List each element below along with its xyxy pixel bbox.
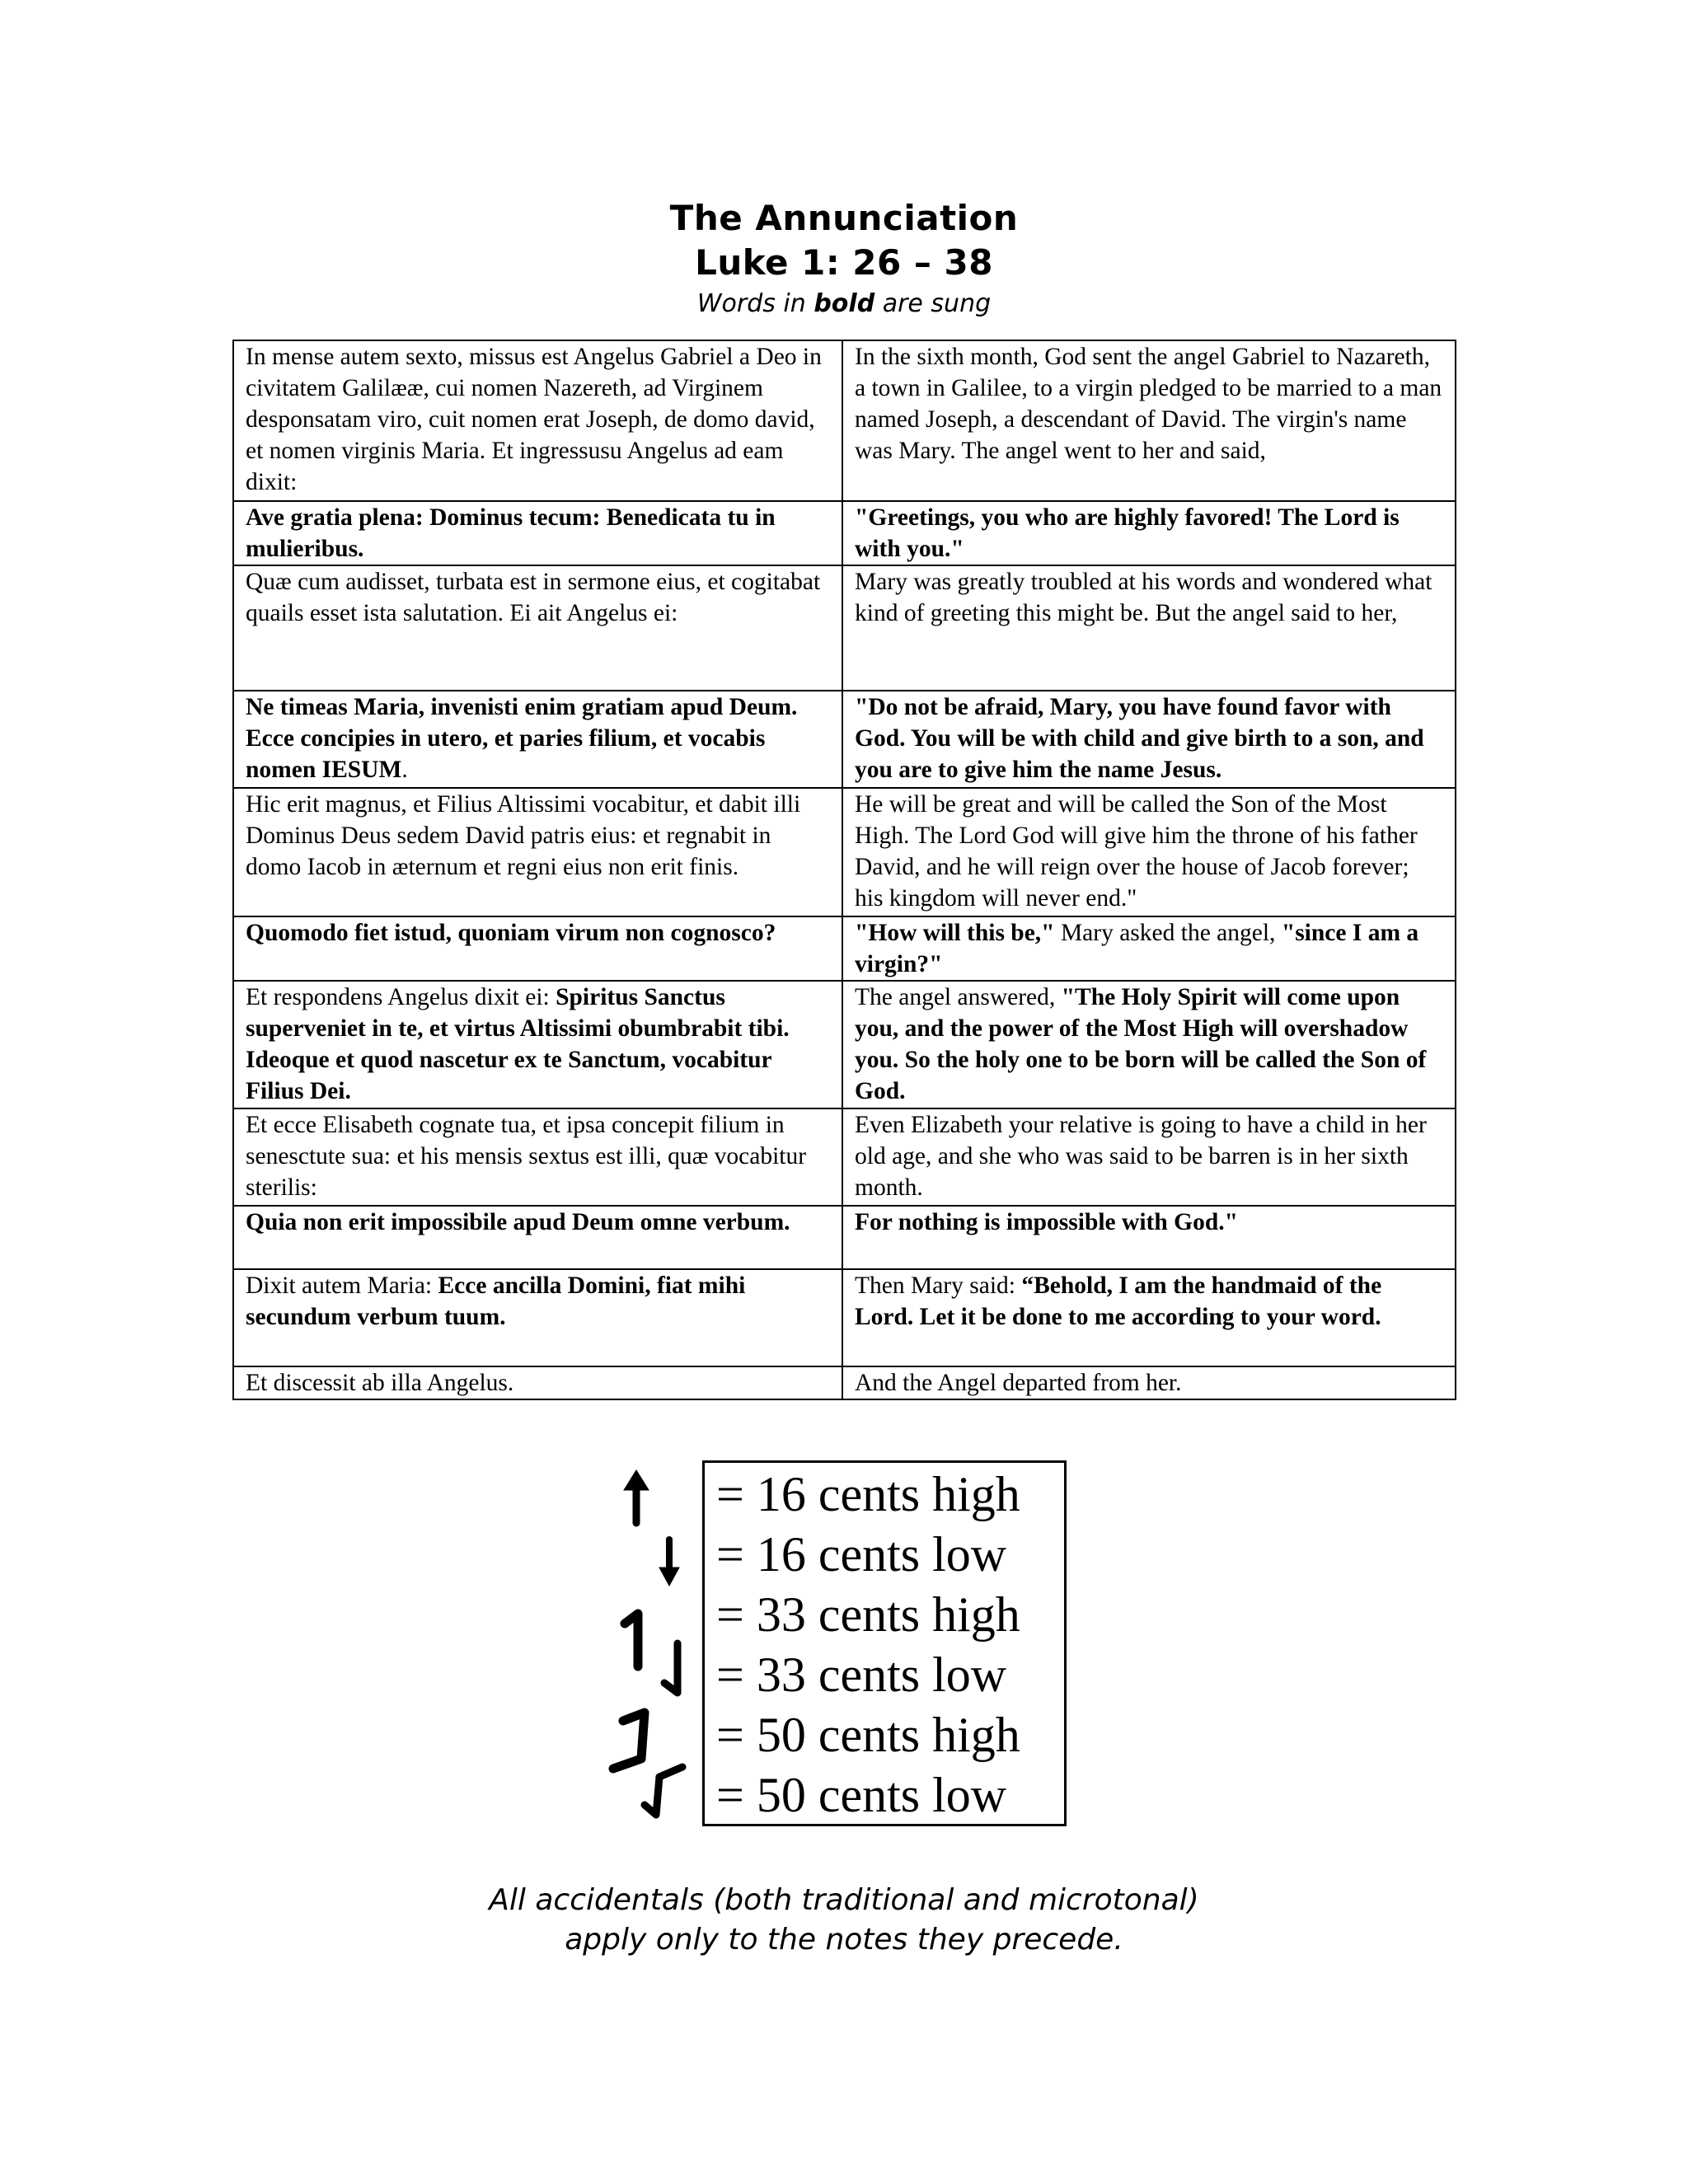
spoken-text: And the Angel departed from her. <box>855 1370 1182 1396</box>
footnote-line-1: All accidentals (both traditional and microtonal) <box>489 1883 1199 1917</box>
legend-label: = 50 cents high <box>716 1708 1020 1762</box>
english-cell <box>842 501 1456 565</box>
text-row <box>233 1108 1456 1206</box>
latin-cell <box>233 1206 842 1269</box>
latin-cell <box>233 340 842 501</box>
spoken-text: The angel answered, <box>855 984 1062 1010</box>
arrow-down-33-icon <box>664 1643 678 1693</box>
page-title: The Annunciation <box>669 198 1019 238</box>
spoken-text: Quæ cum audisset, turbata est in sermone eius, et cogitabat quails esset ista salutation. Ei ait Angelus ei: <box>246 569 821 626</box>
footnote <box>0 1881 1688 1960</box>
sung-text: “Behold, I am the handmaid of the Lord. Let it be done to me according to your word. <box>855 1272 1382 1330</box>
text-row <box>233 565 1456 691</box>
spoken-text: In the sixth month, God sent the angel Gabriel to Nazareth, a town in Galilee, to a virgin pledged to be married to a man named Joseph, a descendant of David. The virgin's name was Mary. The angel went to her and said, <box>855 344 1442 464</box>
spoken-text: In mense autem sexto, missus est Angelus Gabriel a Deo in civitatem Galilææ, cui nomen Nazereth, ad Virginem desponsatam viro, cuit nomen erat Joseph, de domo david, et nomen virginis Maria. Et ingressusu Angelus ad eam dixit: <box>246 344 822 495</box>
text-row <box>233 501 1456 565</box>
sung-text: "How will this be," <box>855 920 1055 946</box>
arrow-up-16-icon <box>624 1470 649 1523</box>
sung-text: Spiritus Sanctus superveniet in te, et virtus Altissimi obumbrabit tibi. Ideoque et quod nascetur ex te Sanctum, vocabitur Filius Dei. <box>246 984 790 1104</box>
latin-cell <box>233 501 842 565</box>
english-cell <box>842 691 1456 788</box>
arrow-down-16-icon <box>659 1540 679 1586</box>
text-row <box>233 788 1456 916</box>
spoken-text: Mary was greatly troubled at his words and wondered what kind of greeting this might be. But the angel said to her, <box>855 569 1432 626</box>
text-row <box>233 691 1456 788</box>
latin-cell <box>233 916 842 981</box>
english-cell <box>842 916 1456 981</box>
sung-note-bold: bold <box>814 289 875 318</box>
legend-arrows <box>602 1460 699 1831</box>
sung-text: "since I am a virgin?" <box>855 920 1419 977</box>
sung-text: "The Holy Spirit will come upon you, and the power of the Most High will overshadow you. So the holy one to be born will be called the Son of God. <box>855 984 1427 1104</box>
microtone-legend <box>602 1460 1071 1831</box>
spoken-text: Hic erit magnus, et Filius Altissimi vocabitur, et dabit illi Dominus Deus sedem David patris eius: et regnabit in domo Iacob in æternum et regni eius non erit finis. <box>246 791 801 880</box>
english-cell <box>842 1108 1456 1206</box>
text-row <box>233 916 1456 981</box>
spoken-text: Et respondens Angelus dixit ei: <box>246 984 556 1010</box>
sung-text: Ne timeas Maria, invenisti enim gratiam apud Deum. Ecce concipies in utero, et paries filium, et vocabis nomen IESUM <box>246 694 798 783</box>
sung-text: For nothing is impossible with God." <box>855 1209 1238 1235</box>
english-cell <box>842 1269 1456 1366</box>
legend-box <box>702 1460 1067 1826</box>
legend-label: = 33 cents high <box>716 1587 1020 1642</box>
page-subtitle: Luke 1: 26 – 38 <box>695 242 993 283</box>
legend-label: = 16 cents low <box>716 1527 1007 1582</box>
english-cell <box>842 981 1456 1108</box>
legend-label: = 50 cents low <box>716 1768 1007 1822</box>
sung-text: Ecce ancilla Domini, fiat mihi secundum verbum tuum. <box>246 1272 746 1330</box>
english-cell <box>842 565 1456 691</box>
text-row <box>233 1269 1456 1366</box>
english-cell <box>842 1366 1456 1399</box>
latin-cell <box>233 1366 842 1399</box>
arrow-down-50-icon <box>645 1767 682 1815</box>
latin-cell <box>233 788 842 916</box>
sung-text: Ave gratia plena: Dominus tecum: Benedicata tu in mulieribus. <box>246 504 776 562</box>
page-header <box>0 196 1688 321</box>
english-cell <box>842 788 1456 916</box>
sung-note <box>0 287 1688 321</box>
spoken-text: Then Mary said: <box>855 1272 1022 1299</box>
spoken-text: He will be great and will be called the Son of the Most High. The Lord God will give him the throne of his father David, and he will reign over the house of Jacob forever; his kingdom will never end." <box>855 791 1418 912</box>
spoken-text: Even Elizabeth your relative is going to have a child in her old age, and she who was said to be barren is in her sixth month. <box>855 1112 1427 1201</box>
latin-cell <box>233 691 842 788</box>
legend-label: = 33 cents low <box>716 1647 1007 1702</box>
english-cell <box>842 1206 1456 1269</box>
text-row <box>233 340 1456 501</box>
latin-cell <box>233 1108 842 1206</box>
parallel-text-body <box>233 340 1456 1399</box>
sung-note-suffix: are sung <box>874 289 992 318</box>
parallel-text-table <box>232 340 1456 1400</box>
sung-text: Quia non erit impossibile apud Deum omne verbum. <box>246 1209 790 1235</box>
text-row <box>233 1206 1456 1269</box>
arrow-up-50-icon <box>613 1713 645 1769</box>
footnote-line-2: apply only to the notes they precede. <box>565 1923 1123 1957</box>
spoken-text: Dixit autem Maria: <box>246 1272 438 1299</box>
spoken-text: Et discessit ab illa Angelus. <box>246 1370 514 1396</box>
arrow-up-33-icon <box>625 1614 638 1666</box>
legend-label: = 16 cents high <box>716 1467 1020 1521</box>
sung-note-prefix: Words in <box>696 289 814 318</box>
text-row <box>233 981 1456 1108</box>
latin-cell <box>233 565 842 691</box>
english-cell <box>842 340 1456 501</box>
sung-text: "Do not be afraid, Mary, you have found favor with God. You will be with child and give birth to a son, and you are to give him the name Jesus. <box>855 694 1424 783</box>
spoken-text: Et ecce Elisabeth cognate tua, et ipsa concepit filium in senesctute sua: et his mensis sextus est illi, quæ vocabitur sterilis: <box>246 1112 807 1201</box>
latin-cell <box>233 1269 842 1366</box>
spoken-text: Mary asked the angel, <box>1054 920 1282 946</box>
latin-cell <box>233 981 842 1108</box>
sung-text: Quomodo fiet istud, quoniam virum non cognosco? <box>246 920 776 946</box>
spoken-text: . <box>401 757 408 783</box>
sung-text: "Greetings, you who are highly favored! The Lord is with you." <box>855 504 1400 562</box>
text-row <box>233 1366 1456 1399</box>
